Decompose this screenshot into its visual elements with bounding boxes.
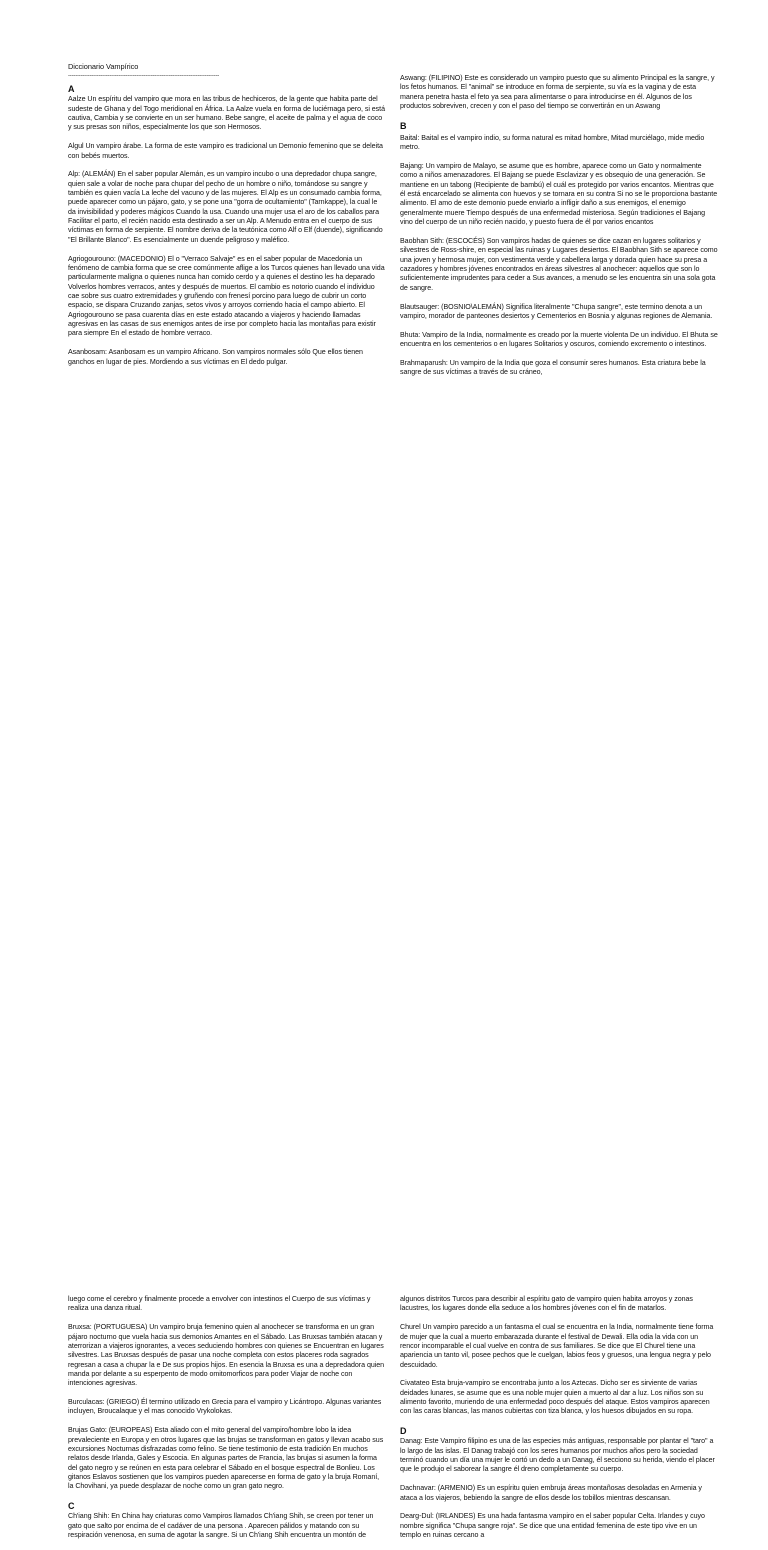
page1-left-column bbox=[68, 62, 386, 376]
entry-civatateo: Civatateo Esta bruja-vampiro se encontraba junto a los Aztecas. Dicho ser es sirviente de varias deidades lunares, se asume que es una noble mujer quien a muerto al dar a luz. Los niños son su alimento favorito, muriendo de una enfermedad poco después del ataque. Estos vampiros aparecen con las caras blancas, las manos cubiertas con tiza blanca, y los huesos dibujados en su ropa. bbox=[400, 1379, 710, 1416]
page2-left-column bbox=[68, 1295, 386, 1550]
entry-chiang-shih: Ch'iang Shih: En China hay criaturas como Vampiros llamados Ch'iang Shih, se creen por tener un gato que salto por encima de el cadáver de una persona . Aparecen pálidos y matando con su respiración venenosa, en suma de agotar la sangre. Si un Ch'iang Shih encuentra un montón de bbox=[68, 1512, 374, 1539]
section-letter-b: B bbox=[400, 120, 407, 131]
entry-bhuta: Bhuta: Vampiro de la India, normalmente es creado por la muerte violenta De un individuo. El Bhuta se encuentra en los cementerios o en lugares Solitarios y oscuros, comiendo excremento o intestinos. bbox=[400, 330, 718, 349]
entry-churel: Churel Un vampiro parecido a un fantasma el cual se encuentra en la India, normalmente tiene forma de mujer que la cual a muerto embarazada durante el festival de Dewali. Ella odia la vida con un rencor incomparable el cual vuelve en contra de sus familiares. Se dice que El Churel tiene una apariencia un tanto vil, posee pechos que le cuelgan, labios feos y gruesos, una lengua negra y pelo descuidado. bbox=[400, 1323, 714, 1369]
entry-alp: Alp: (ALEMÁN) En el saber popular Alemán, es un vampiro incubo o una depredador chupa sangre, quien sale a volar de noche para chupar del pecho de un hombre o niño, tomándose su sangre y también es quien vacía La leche del vacuno y de las mujeres. El Alp es un consumado cambia forma, puede aparecer como un pájaro, gato, y se pone una "gorra de ocultamiento" (Tarnkappe), la cual le da invisibilidad y poderes mágicos Cuando la usa. Cuando una mujer usa el aro de los caballos para Facilitar el parto, el recién nacido esta destinado a ser un Alp. A Menudo entra en el cuerpo de sus víctimas en forma de serpiente. El nombre deriva de la teutónica como Alf o Elf (duende), significando "El Brillante Blanco". Es esencialmente un duende peligroso y maléfico. bbox=[68, 170, 383, 244]
page-gap bbox=[0, 622, 768, 640]
entry-burculacas: Burculacas: (GRIEGO) Él termino utilizado en Grecia para el vampiro y Licántropo. Algunas variantes incluyen, Broucalaque y el mas conocido Vrykolokas. bbox=[68, 1398, 382, 1416]
entry-danag: Danag: Este Vampiro filipino es una de las especies más antiguas, responsable por plantar el "taro" a lo largo de las islas. El Danag trabajó con los seres humanos por muchos años pero la sociedad terminó cuando un día una mujer le cortó un dedo a un Danag, él secciono su herida, viendo el placer que le produjo el saborear la sangre él dreno completamente su cuerpo. bbox=[400, 1437, 715, 1474]
entry-brahmaparush-continued: luego come el cerebro y finalmente procede a envolver con intestinos el Cuerpo de sus víctimas y realiza una danza ritual. bbox=[68, 1295, 371, 1313]
title-underline: ------------------------------------------------------------------------------------ bbox=[68, 73, 220, 80]
entry-algul: Algul Un vampiro árabe. La forma de este vampiro es tradicional un Demonio femenino que se deleita con bebés muertos. bbox=[68, 142, 383, 160]
entry-blautsauger: Blautsauger: (BOSNIO\ALEMÁN) Significa literalmente "Chupa sangre", este termino denota a un vampiro, morador de panteones desiertos y Cementerios en Bosnia y algunas regiones de Alemania. bbox=[400, 302, 713, 320]
entry-asanbosam: Asanbosam: Asanbosam es un vampiro Africano. Son vampiros normales sólo Que ellos tienen ganchos en lugar de pies. Mordiendo a sus víctimas en El dedo pulgar. bbox=[68, 348, 363, 366]
document-page-1 bbox=[0, 0, 768, 622]
entry-bajang: Bajang: Un vampiro de Malayo, se asume que es hombre, aparece como un Gato y normalmente como a niños amenazadores. El Bajang se puede Esclavizar y es obsequio de una generación. Se mantiene en un tabong (Recipiente de bambú) el cuál es protegido por varios encantos. Mientras que él está encarcelado se alimenta con huevos y se tornara en su contra Si no se le proporciona bastante alimento. El amo de este demonio puede enviarlo a infligir daño a sus enemigos, el enemigo generalmente muere Tiempo después de una enfermedad misteriosa. Según tradiciones el Bajang vino del cuerpo de un niño recién nacido, y puesto fuera de él por varios encantos bbox=[400, 162, 718, 227]
entry-dachnavar: Dachnavar: (ARMENIO) Es un espíritu quien embruja áreas montañosas desoladas en Armenia y ataca a los viajeros, bebiendo la sangre de ellos desde los tobillos mientras descansan. bbox=[400, 1484, 702, 1502]
page2-right-column bbox=[400, 1295, 718, 1550]
section-letter-d: D bbox=[400, 1426, 407, 1437]
entry-bruxsa: Bruxsa: (PORTUGUESA) Un vampiro bruja femenino quien al anochecer se transforma en un gran pájaro nocturno que vuela hacia sus demonios Amantes en el Sábado. Las Bruxsas también atacan y aterrorizan a viajeros ignorantes, a veces seduciendo hombres con quienes se Encuentran en lugares silvestres. Las Bruxsas después de pasar una noche completa con estos placeres roda sagrados regresan a casa a chupar la e De sus propios hijos. En esencia la Bruxsa es una a depredadora quien manda por delante a su esperpento de modo omitomorficos para poder Viajar de noche con intenciones agresivas. bbox=[68, 1323, 385, 1388]
document-title: Diccionario Vampírico bbox=[68, 62, 139, 71]
section-letter-c: C bbox=[68, 1501, 75, 1512]
entry-agriogourouno: Agriogourouno: (MACEDONIO) El o "Verraco Salvaje" es en el saber popular de Macedonia un fenómeno de cambia forma que se cree comúnmente aflige a los Turcos quienes han llevado una vida particularmente maligna o quienes nunca han comido cerdo y a quienes el destino les ha deparado Volverlos hombres verracos, antes y después de muertos. El cambio es notorio cuando el individuo cae sobre sus cuatro extremidades y gruñendo con frenesí porcino para luego de cubrir un corto espacio, se dispara Cruzando zanjas, setos vivos y arroyos corriendo hacia el campo abierto. El Agriogourouno se pasa cuarenta días en este estado atacando a viajeros y haciendo llamadas agresivas en las casas de sus enemigos antes de irse por completo hacia las montañas para existir para siempre En el estado de hombre verraco. bbox=[68, 254, 385, 338]
entry-dearg-dul: Dearg-Dul: (IRLANDES) Es una hada fantasma vampiro en el saber popular Celta. Irlandes y cuyo nombre significa "Chupa sangre roja". Se dice que una entidad femenina de este tipo vive en un templo en ruinas cercano a bbox=[400, 1512, 705, 1540]
document-page-2 bbox=[0, 640, 768, 1540]
entry-baobhan-sith: Baobhan Sith: (ESCOCÉS) Son vampiros hadas de quienes se dice cazan en lugares solitarios y silvestres de Ross-shire, en especial las ruinas y Lugares desiertos. El Baobhan Sith se aparece como una joven y hermosa mujer, con vestimenta verde y cabellera larga y dorada quien hace su presa a cazadores y hombres jóvenes encontrados en áreas silvestres al anochecer: aquellos que son lo suficientemente imprudentes para ceder a Sus avances, a menudo se les encuentra sin una sola gota de sangre. bbox=[400, 236, 718, 292]
entry-brahmaparush: Brahmaparush: Un vampiro de la India que goza el consumir seres humanos. Esta criatura bebe la sangre de sus víctimas a través de su cráneo, bbox=[400, 358, 706, 377]
page1-right-column bbox=[400, 74, 718, 387]
entry-brujas-gato: Brujas Gato: (EUROPEAS) Esta aliado con el mito general del vampiro/hombre lobo la idea prevaleciente en Europa y en otros lugares que las brujas se transforman en gatos y llevan acabo sus excursiones Nocturnas disfrazadas como felino. Se tiene testimonio de esta tradición En muchos relatos desde Irlanda, Gales y Escocia. En algunas partes de Francia, las brujas si asumen la forma del gato negro y se reúnen en esta para celebrar el Sábado en el bosque espectral de Bonlieu. Los gitanos Eslavos sostienen que los vampiros pueden aparecerse en forma de gato y la bruja Romaní, la Chovihani, ya puede desplazar de noche como un gran gato negro. bbox=[68, 1426, 384, 1491]
entry-aswang: Aswang: (FILIPINO) Este es considerado un vampiro puesto que su alimento Principal es la sangre, y los fetos humanos. El "animal" se introduce en forma de serpiente, su vía es la vagina y de esta manera penetra hasta el feto ya sea para alimentarse o para introducirse en él. Algunos de los productos sobreviven, crecen y con el paso del tiempo se convertirán en un Aswang bbox=[400, 74, 715, 111]
entry-aalze: Aalze Un espíritu del vampiro que mora en las tribus de hechiceros, de la gente que habita parte del sudeste de Ghana y del Togo meridional en África. La Aalze vuela en forma de luciérnaga pero, si está cautiva, Cambia y se convierte en un ser humano. Bebe sangre, el aceite de palma y el agua de coco y sus presas son niños, especialmente los que son Hermosos. bbox=[68, 95, 385, 132]
section-letter-a: A bbox=[68, 84, 75, 95]
entry-cat-spirit-continued: algunos distritos Turcos para describir al espíritu gato de vampiro quien habita arroyos y zonas lacustres, los lugares donde ella seduce a los hombres jóvenes con el fin de matarlos. bbox=[400, 1295, 693, 1313]
entry-baital: Baital: Baital es el vampiro indio, su forma natural es mitad hombre, Mitad murciélago, mide medio metro. bbox=[400, 133, 705, 152]
